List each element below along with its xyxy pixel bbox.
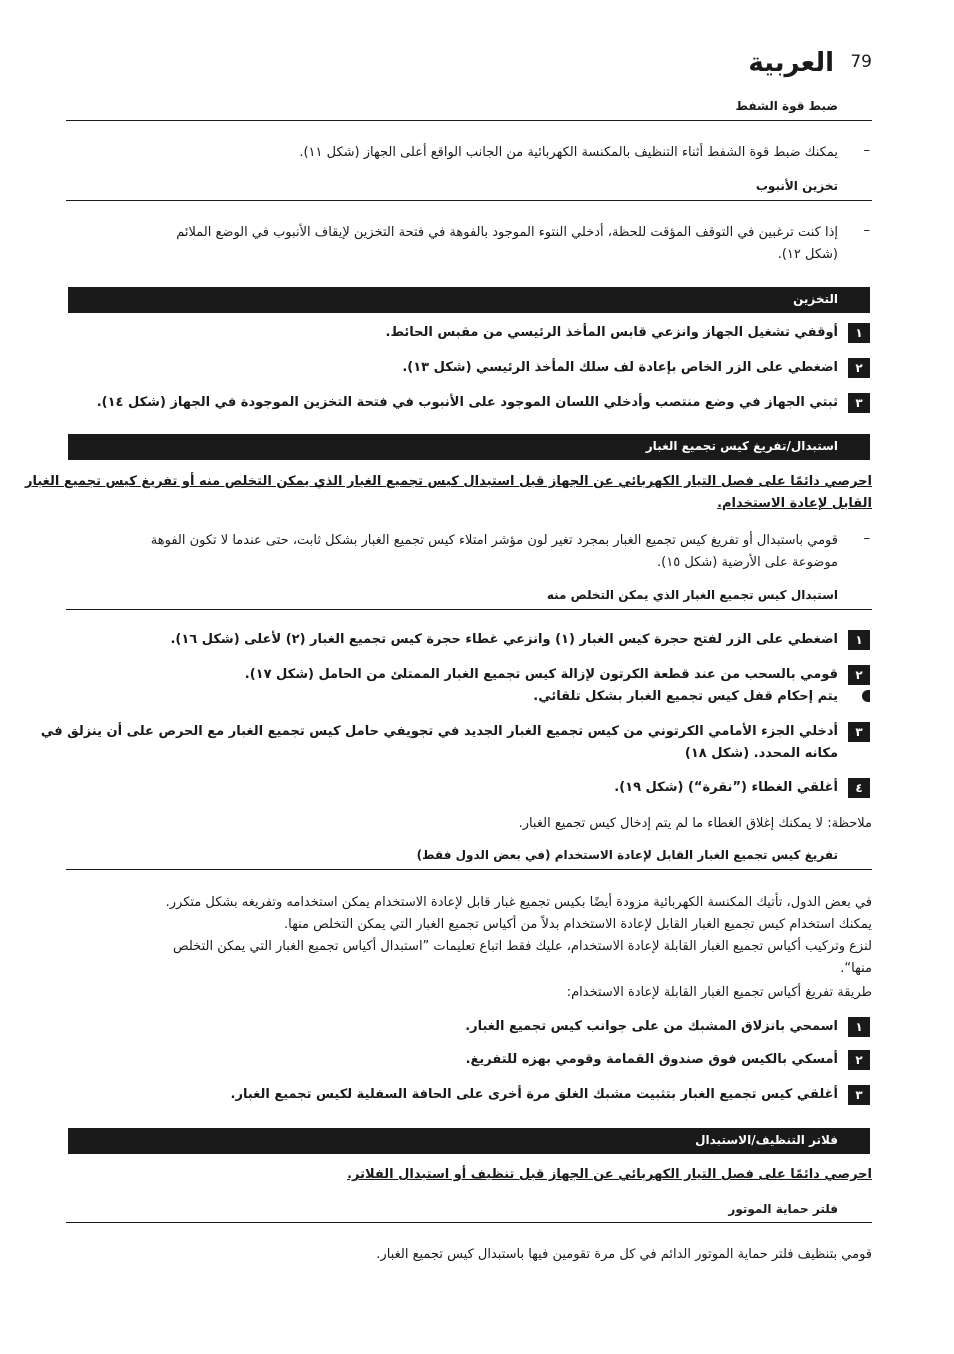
list-dash: – [863, 531, 870, 546]
section-title-disposable: استبدال كيس تجميع الغبار الذي يمكن التخلص منه [546, 588, 838, 602]
replace-item-line1: قومي باستبدال أو تفريغ كيس تجميع الغبار بمجرد تغير لون مؤشر امتلاء كيس تجميع الغبار بشكل ثابت، حتى عندما لا تكون الفوهة [150, 533, 838, 548]
result-bullet [862, 690, 870, 702]
section-band-storage: التخزين [68, 287, 870, 313]
reusable-step-2: أمسكي بالكيس فوق صندوق القمامة وقومي بهزه للتفريغ. [465, 1052, 838, 1067]
step-number: ٣ [848, 722, 870, 742]
tube-item-line2: (شكل ١٢). [777, 247, 838, 262]
language-title: العربية [748, 48, 834, 78]
section-title-motor-filter: فلتر حماية الموتور [728, 1202, 838, 1216]
filters-warning: احرصي دائمًا على فصل التيار الكهربائي عن الجهاز قبل تنظيف أو استبدال الفلاتر. [347, 1167, 872, 1182]
step-number: ٢ [848, 358, 870, 378]
list-dash: – [863, 223, 870, 238]
section-title-reusable: تفريغ كيس تجميع الغبار القابل لإعادة الاستخدام (في بعض الدول فقط) [416, 848, 838, 862]
motor-filter-p1: قومي بتنظيف فلتر حماية الموتور الدائم في كل مرة تقومين فيها باستبدال كيس تجميع الغبار. [376, 1247, 872, 1262]
section-rule [66, 1222, 872, 1223]
page-number: 79 [850, 52, 872, 72]
storage-step-3: ثبتي الجهاز في وضع منتصب وأدخلي اللسان الموجود على الأنبوب في فتحة التخزين الموجودة في الجهاز (شكل ١٤). [96, 395, 838, 410]
reusable-p2: يمكنك استخدام كيس تجميع الغبار القابل لإعادة الاستخدام بدلاً من أكياس تجميع الغبار التي يمكن التخلص منها. [284, 917, 872, 932]
disposable-note: ملاحظة: لا يمكنك إغلاق الغطاء ما لم يتم إدخال كيس تجميع الغبار. [518, 816, 872, 831]
reusable-step-3: أغلقي كيس تجميع الغبار بتثبيت مشبك الغلق مرة أخرى على الحافة السفلية لكيس تجميع الغبار. [230, 1087, 838, 1102]
step-number: ٣ [848, 1085, 870, 1105]
section-title-tube: تخزين الأنبوب [755, 179, 838, 193]
section-band-filters: فلاتر التنظيف/الاستبدال [68, 1128, 870, 1154]
replace-warning-line2: القابل لإعادة الاستخدام. [717, 496, 872, 511]
reusable-p1: في بعض الدول، تأتيك المكنسة الكهربائية مزودة أيضًا بكيس تجميع غبار قابل لإعادة الاستخدام يمكن استخدامه وتفريغه بشكل متكرر. [165, 895, 872, 910]
reusable-p3-line1: لنزع وتركيب أكياس تجميع الغبار القابلة لإعادة الاستخدام، عليك فقط اتباع تعليمات ”استبدال أكياس تجميع الغبار التي يمكن التخلص [172, 939, 872, 954]
step-number: ٣ [848, 393, 870, 413]
section-rule [66, 609, 872, 610]
step-number: ٤ [848, 778, 870, 798]
list-dash: – [863, 143, 870, 158]
reusable-p4: طريقة تفريغ أكياس تجميع الغبار القابلة لإعادة الاستخدام: [566, 985, 872, 1000]
step-number: ١ [848, 630, 870, 650]
disposable-step-3-line1: أدخلي الجزء الأمامي الكرتوني من كيس تجميع الغبار الجديد في تجويفي حامل كيس تجميع الغبار مع الحرص على أن ينزلق في [40, 724, 838, 739]
replace-warning-line1: احرصي دائمًا على فصل التيار الكهربائي عن الجهاز قبل استبدال كيس تجميع الغبار الذي يمكن التخلص منه أو تفريغ كيس تجميع الغبار [25, 474, 872, 489]
reusable-step-1: اسمحي بانزلاق المشبك من على جوانب كيس تجميع الغبار. [465, 1019, 838, 1034]
replace-item-line2: موضوعة على الأرضية (شكل ١٥). [657, 555, 838, 570]
section-title-suction: ضبط قوة الشفط [735, 99, 838, 113]
step-number: ١ [848, 323, 870, 343]
disposable-step-1: اضغطي على الزر لفتح حجرة كيس الغبار (١) وانزعي غطاء حجرة كيس تجميع الغبار (٢) لأعلى (شكل ١٦). [170, 632, 838, 647]
step-number: ١ [848, 1017, 870, 1037]
disposable-step-2-result: يتم إحكام قفل كيس تجميع الغبار بشكل تلقائي. [533, 689, 838, 704]
suction-item: يمكنك ضبط قوة الشفط أثناء التنظيف بالمكنسة الكهربائية من الجانب الواقع أعلى الجهاز (شكل ١١). [299, 145, 838, 160]
storage-step-1: أوقفي تشغيل الجهاز وانزعي قابس المأخذ الرئيسي من مقبس الحائط. [385, 325, 838, 340]
section-rule [66, 120, 872, 121]
step-number: ٢ [848, 1050, 870, 1070]
section-band-replace: استبدال/تفريغ كيس تجميع الغبار [68, 434, 870, 460]
section-rule [66, 200, 872, 201]
disposable-step-3-line2: مكانه المحدد. (شكل ١٨) [684, 746, 838, 761]
disposable-step-2: قومي بالسحب من عند قطعة الكرتون لإزالة كيس تجميع الغبار الممتلئ من الحامل (شكل ١٧). [244, 667, 838, 682]
reusable-p3-line2: منها“. [840, 961, 872, 976]
section-rule [66, 869, 872, 870]
step-number: ٢ [848, 665, 870, 685]
disposable-step-4: أغلقي الغطاء (”نقرة“) (شكل ١٩). [614, 780, 838, 795]
storage-step-2: اضغطي على الزر الخاص بإعادة لف سلك المأخذ الرئيسي (شكل ١٣). [402, 360, 838, 375]
tube-item-line1: إذا كنت ترغبين في التوقف المؤقت للحظة، أدخلي النتوء الموجود بالفوهة في فتحة التخزين لإيقاف الأنبوب في الوضع الملائم [176, 225, 838, 240]
